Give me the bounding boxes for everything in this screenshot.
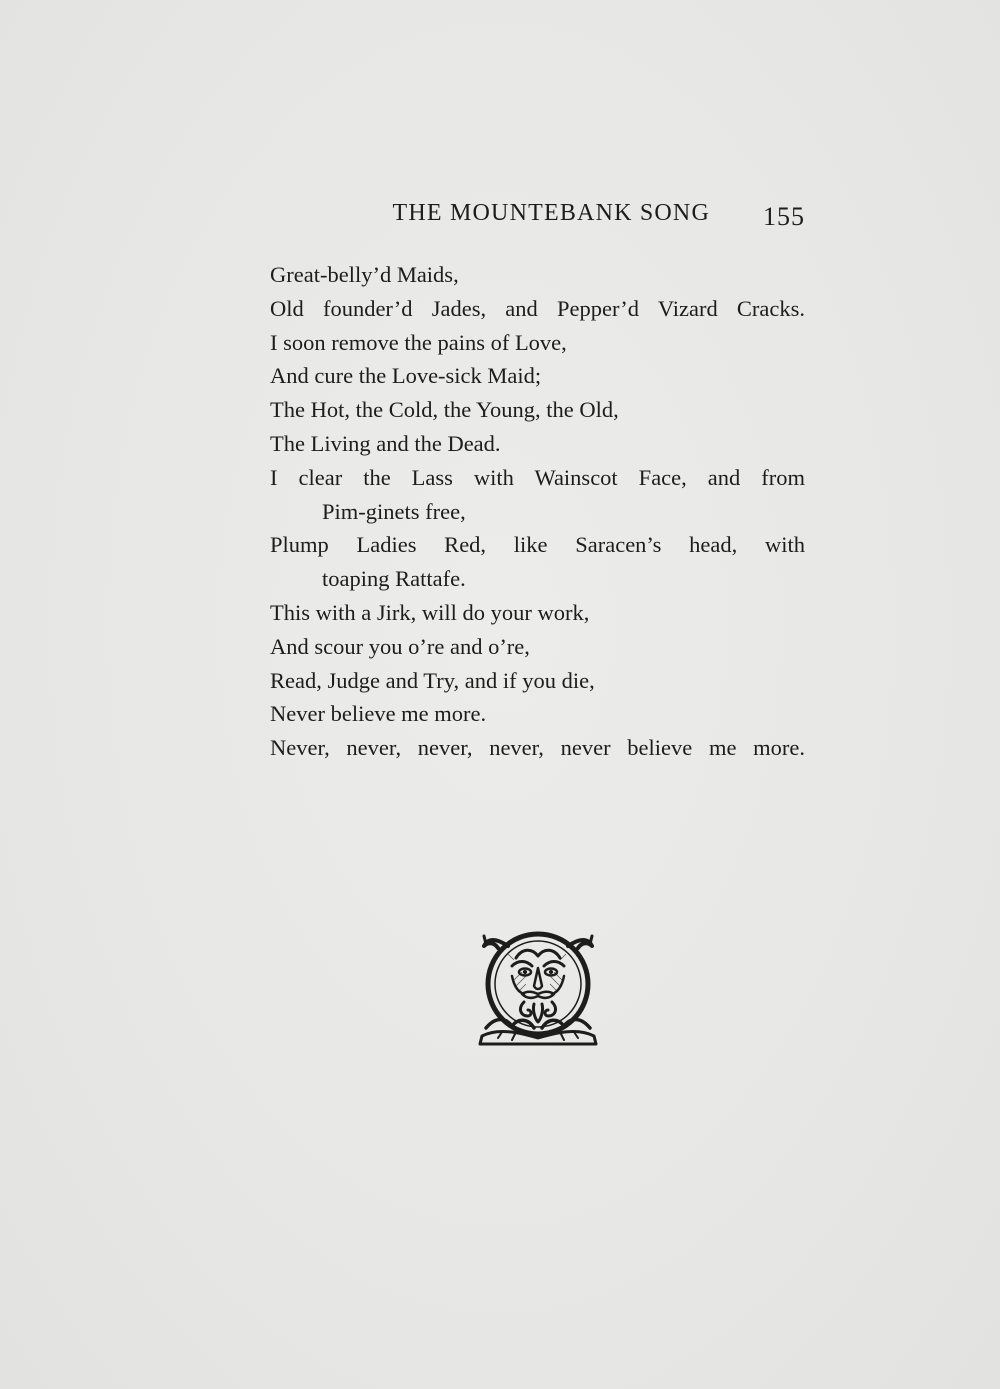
verse-line: And cure the Love-sick Maid; xyxy=(270,363,542,389)
verse-line: And scour you o’re and o’re, xyxy=(270,633,530,659)
verse-line: The Hot, the Cold, the Young, the Old, xyxy=(270,397,619,423)
verse-line: I clear the Lass with Wainscot Face, and from xyxy=(270,464,805,490)
verse-line: Old founder’d Jades, and Pepper’d Vizard Cracks. xyxy=(270,295,805,321)
verse-line-continuation: toaping Rattafe. xyxy=(322,566,466,592)
verse-line: I soon remove the pains of Love, xyxy=(270,329,567,355)
page-number: 155 xyxy=(763,202,805,231)
running-head xyxy=(270,200,805,236)
verse-line: Plump Ladies Red, like Saracen’s head, with xyxy=(270,532,805,558)
verse-line: Never, never, never, never, never believe me more. xyxy=(270,735,805,761)
verse-line: This with a Jirk, will do your work, xyxy=(270,599,590,625)
verse-line: Never believe me more. xyxy=(270,701,487,727)
green-man-face-icon xyxy=(478,924,598,1048)
verse-line: Great-belly’d Maids, xyxy=(270,262,459,287)
verse-line: Read, Judge and Try, and if you die, xyxy=(270,667,595,693)
verse-line: The Living and the Dead. xyxy=(270,430,501,456)
song-verse xyxy=(270,258,805,765)
verse-line-continuation: Pim-ginets free, xyxy=(322,498,466,524)
running-title: THE MOUNTEBANK SONG xyxy=(392,200,710,226)
